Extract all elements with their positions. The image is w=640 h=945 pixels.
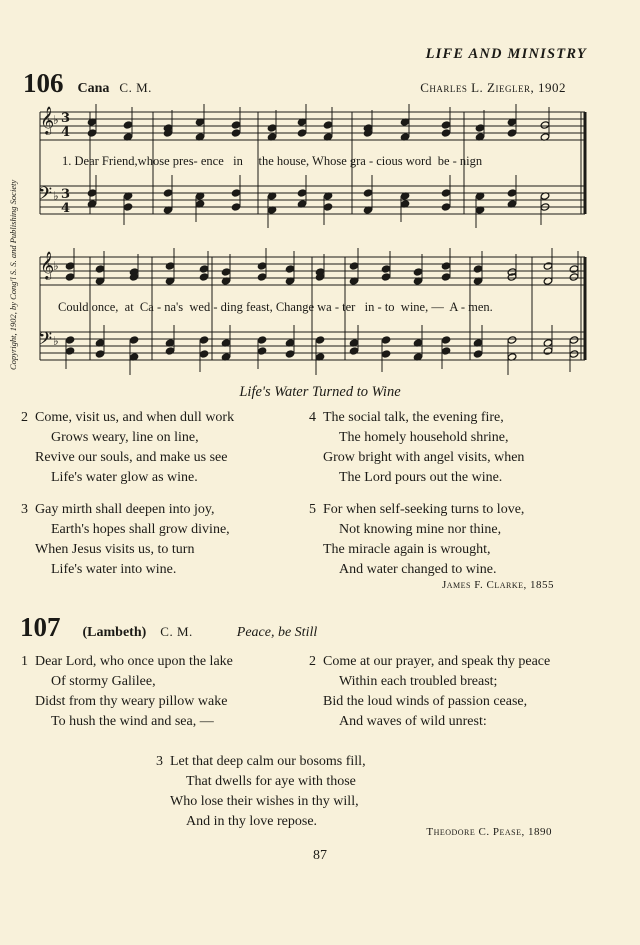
- note-head-icon: [165, 262, 175, 270]
- note-head-icon: [165, 347, 175, 355]
- copyright-text: Copyright, 1902, by Cong'l S. S. and Publishing Society: [8, 179, 18, 370]
- stanza-line: The homely household shrine,: [339, 430, 509, 445]
- stanza-line: The miracle again is wrought,: [323, 542, 491, 557]
- hymn-107-title: Peace, be Still: [236, 625, 318, 640]
- note-head-icon: [123, 203, 133, 211]
- note-head-icon: [441, 336, 451, 344]
- note-head-icon: [297, 189, 307, 197]
- stanza-line: And in thy love repose.: [186, 814, 318, 829]
- note-head-icon: [473, 350, 483, 358]
- stanza-line: And water changed to wine.: [339, 562, 497, 577]
- stanza-number: 4: [309, 410, 316, 425]
- note-head-icon: [297, 129, 307, 137]
- note-head-icon: [231, 129, 241, 137]
- note-head-icon: [267, 124, 277, 132]
- note-head-icon: [475, 124, 485, 132]
- stanza-line: Gay mirth shall deepen into joy,: [35, 502, 215, 517]
- note-head-icon: [473, 265, 483, 273]
- note-head-icon: [129, 336, 139, 344]
- stanza-line: Let that deep calm our bosoms fill,: [170, 754, 366, 769]
- note-head-icon: [441, 273, 451, 281]
- time-signature-icon: 3: [61, 111, 71, 126]
- stanza-line: Grow bright with angel visits, when: [323, 450, 525, 465]
- hymn-107-number: 107: [20, 612, 61, 642]
- note-head-icon: [285, 265, 295, 273]
- stanza-line: Not knowing mine nor thine,: [339, 522, 502, 537]
- stanza-line: Who lose their wishes in thy will,: [170, 794, 359, 809]
- note-head-icon: [199, 350, 209, 358]
- hymn-107-stanza-2: [309, 652, 551, 732]
- treble-clef-icon: 𝄞: [40, 251, 55, 279]
- treble-clef-icon: 𝄞: [40, 106, 55, 134]
- music-score: [0, 0, 640, 380]
- stanza-number: 3: [21, 502, 28, 517]
- flat-sign-icon: ♭: [53, 334, 59, 348]
- hymn-106-stanza-5: [309, 500, 525, 580]
- note-head-icon: [257, 262, 267, 270]
- hymn-107-heading: [20, 614, 317, 641]
- note-head-icon: [199, 265, 209, 273]
- note-head-icon: [163, 189, 173, 197]
- stanza-number: 5: [309, 502, 316, 517]
- note-head-icon: [543, 347, 553, 355]
- note-head-icon: [540, 121, 550, 129]
- hymn-107-stanza-3: [156, 752, 366, 832]
- note-head-icon: [95, 350, 105, 358]
- hymn-106-number: 106: [23, 68, 64, 98]
- note-head-icon: [569, 273, 579, 281]
- note-head-icon: [441, 121, 451, 129]
- hymn-106-author: James F. Clarke, 1855: [442, 579, 554, 591]
- note-head-icon: [323, 121, 333, 129]
- note-head-icon: [65, 336, 75, 344]
- stanza-line: And waves of wild unrest:: [339, 714, 487, 729]
- hymn-107-author: Theodore C. Pease, 1890: [426, 826, 552, 838]
- hymn-106-lyric-line-2: Could once, at Ca - na's wed - ding feast, Change wa - ter in - to wine, — A - men.: [58, 300, 493, 314]
- page-number: 87: [313, 848, 327, 863]
- note-head-icon: [323, 203, 333, 211]
- hymn-106-lyric-line-1: 1. Dear Friend,whose pres- ence in the house, Whose gra - cious word be - nign: [62, 154, 483, 168]
- note-head-icon: [349, 262, 359, 270]
- stanza-line: The social talk, the evening fire,: [323, 410, 504, 425]
- hymn-106-stanza-3: [21, 500, 230, 580]
- note-head-icon: [363, 189, 373, 197]
- note-head-icon: [199, 273, 209, 281]
- note-head-icon: [381, 350, 391, 358]
- bass-clef-icon: 𝄢: [38, 184, 53, 209]
- note-head-icon: [413, 268, 423, 276]
- note-head-icon: [381, 336, 391, 344]
- note-head-icon: [65, 273, 75, 281]
- stanza-line: That dwells for aye with those: [186, 774, 356, 789]
- stanza-line: Didst from thy weary pillow wake: [35, 694, 228, 709]
- hymn-106-stanza-4: [309, 408, 525, 488]
- note-head-icon: [381, 265, 391, 273]
- time-signature-icon: 4: [61, 201, 71, 216]
- stanza-line: Life's water into wine.: [51, 562, 177, 577]
- note-head-icon: [257, 336, 267, 344]
- stanza-number: 3: [156, 754, 163, 769]
- note-head-icon: [231, 121, 241, 129]
- hymn-107-stanza-1: [21, 652, 233, 732]
- note-head-icon: [95, 265, 105, 273]
- hymn-106-stanza-2: [21, 408, 235, 488]
- stanza-line: The Lord pours out the wine.: [339, 470, 503, 485]
- stanza-line: Bid the loud winds of passion cease,: [323, 694, 528, 709]
- note-head-icon: [87, 189, 97, 197]
- stanza-line: Life's water glow as wine.: [51, 470, 198, 485]
- note-head-icon: [349, 347, 359, 355]
- note-head-icon: [123, 121, 133, 129]
- section-header: LIFE AND MINISTRY: [425, 46, 587, 62]
- note-head-icon: [543, 262, 553, 270]
- note-head-icon: [221, 268, 231, 276]
- hymn-107-meter: C. M.: [160, 624, 193, 639]
- flat-sign-icon: ♭: [53, 189, 59, 203]
- note-head-icon: [507, 336, 517, 344]
- note-head-icon: [257, 347, 267, 355]
- hymn-106-meter: C. M.: [119, 80, 152, 95]
- note-head-icon: [257, 273, 267, 281]
- stanza-line: Come, visit us, and when dull work: [35, 410, 235, 425]
- bass-clef-icon: 𝄢: [38, 329, 53, 354]
- note-head-icon: [569, 336, 579, 344]
- time-signature-icon: 4: [61, 125, 71, 140]
- note-head-icon: [441, 189, 451, 197]
- note-head-icon: [199, 336, 209, 344]
- stanza-line: Dear Lord, who once upon the lake: [35, 654, 233, 669]
- time-signature-icon: 3: [61, 187, 71, 202]
- stanza-number: 2: [309, 654, 316, 669]
- hymn-106-title: Life's Water Turned to Wine: [239, 384, 401, 400]
- note-head-icon: [231, 203, 241, 211]
- stanza-line: Of stormy Galilee,: [51, 674, 156, 689]
- stanza-line: Earth's hopes shall grow divine,: [51, 522, 230, 537]
- note-head-icon: [381, 273, 391, 281]
- hymn-106-composer: Charles L. Ziegler, 1902: [420, 80, 566, 95]
- stanza-line: Revive our souls, and make us see: [35, 450, 228, 465]
- note-head-icon: [441, 347, 451, 355]
- note-head-icon: [65, 347, 75, 355]
- flat-sign-icon: ♭: [53, 259, 59, 273]
- note-head-icon: [441, 129, 451, 137]
- hymn-107-tune: (Lambeth): [82, 625, 147, 640]
- note-head-icon: [569, 350, 579, 358]
- note-head-icon: [441, 262, 451, 270]
- note-head-icon: [87, 129, 97, 137]
- note-head-icon: [507, 189, 517, 197]
- stanza-line: When Jesus visits us, to turn: [35, 542, 195, 557]
- stanza-line: For when self-seeking turns to love,: [323, 502, 525, 517]
- hymn-106-tune: Cana: [77, 81, 110, 96]
- note-head-icon: [65, 262, 75, 270]
- stanza-number: 2: [21, 410, 28, 425]
- note-head-icon: [285, 350, 295, 358]
- note-head-icon: [231, 189, 241, 197]
- note-head-icon: [569, 265, 579, 273]
- note-head-icon: [441, 203, 451, 211]
- note-head-icon: [507, 129, 517, 137]
- stanza-line: To hush the wind and sea, —: [51, 714, 214, 729]
- stanza-number: 1: [21, 654, 28, 669]
- note-head-icon: [315, 336, 325, 344]
- stanza-line: Come at our prayer, and speak thy peace: [323, 654, 551, 669]
- stanza-line: Within each troubled breast;: [339, 674, 498, 689]
- flat-sign-icon: ♭: [53, 113, 59, 127]
- stanza-line: Grows weary, line on line,: [51, 430, 199, 445]
